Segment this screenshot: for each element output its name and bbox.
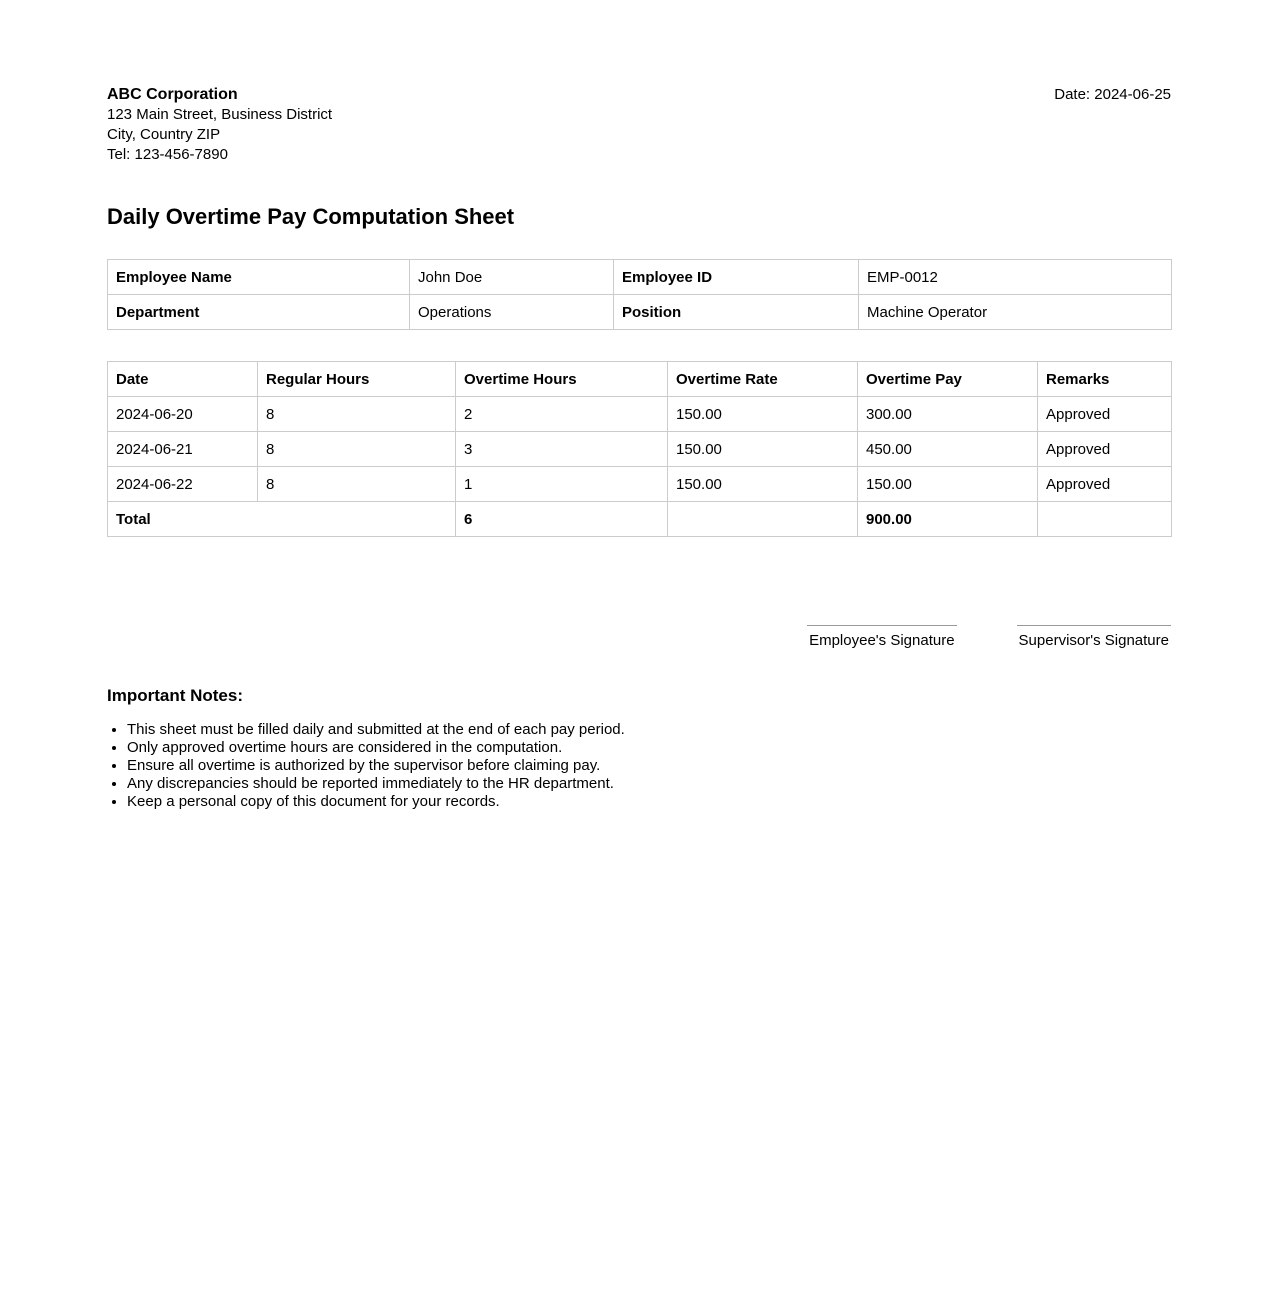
employee-info-row xyxy=(108,260,1172,295)
cell-remarks: Approved xyxy=(1038,432,1172,467)
cell-regular-hours: 8 xyxy=(258,397,456,432)
list-item: • This sheet must be filled daily and submitted at the end of each pay period. xyxy=(127,721,1171,739)
cell-remarks: Approved xyxy=(1038,467,1172,502)
employee-name-label: Employee Name xyxy=(108,260,410,295)
total-overtime-pay: 900.00 xyxy=(858,502,1038,537)
page-title: Daily Overtime Pay Computation Sheet xyxy=(107,204,515,229)
notes-heading: Important Notes: xyxy=(107,686,243,705)
table-row xyxy=(108,432,1172,467)
cell-overtime-pay: 150.00 xyxy=(858,467,1038,502)
list-item: • Ensure all overtime is authorized by the supervisor before claiming pay. xyxy=(127,757,1171,775)
signature-section xyxy=(107,625,1171,651)
employee-id-label: Employee ID xyxy=(614,260,859,295)
cell-regular-hours: 8 xyxy=(258,432,456,467)
employee-info-table xyxy=(107,259,1172,330)
overtime-table xyxy=(107,361,1172,537)
document-date: Date: 2024-06-25 xyxy=(1054,86,1171,103)
employee-id-value: EMP-0012 xyxy=(859,260,1172,295)
supervisor-signature-line: Supervisor's Signature xyxy=(1017,625,1171,651)
list-item: • Any discrepancies should be reported immediately to the HR department. xyxy=(127,775,1171,793)
column-header-overtime-pay: Overtime Pay xyxy=(858,362,1038,397)
cell-overtime-rate: 150.00 xyxy=(668,467,858,502)
cell-remarks: Approved xyxy=(1038,397,1172,432)
document-header xyxy=(107,84,1171,165)
employee-name-value: John Doe xyxy=(410,260,614,295)
employee-signature-line: Employee's Signature xyxy=(807,625,956,651)
cell-date: 2024-06-22 xyxy=(108,467,258,502)
cell-overtime-hours: 1 xyxy=(456,467,668,502)
company-address-line2: City, Country ZIP xyxy=(107,126,221,143)
total-label: Total xyxy=(108,502,456,537)
list-item: • Only approved overtime hours are considered in the computation. xyxy=(127,739,1171,757)
column-header-overtime-rate: Overtime Rate xyxy=(668,362,858,397)
cell-regular-hours: 8 xyxy=(258,467,456,502)
company-block xyxy=(107,84,332,165)
department-label: Department xyxy=(108,295,410,330)
total-row xyxy=(108,502,1172,537)
overtime-table-header-row xyxy=(108,362,1172,397)
table-row xyxy=(108,467,1172,502)
employee-info-row xyxy=(108,295,1172,330)
notes-list xyxy=(107,721,1171,811)
cell-overtime-pay: 450.00 xyxy=(858,432,1038,467)
table-row xyxy=(108,397,1172,432)
company-name: ABC Corporation xyxy=(107,86,238,103)
position-label: Position xyxy=(614,295,859,330)
cell-overtime-rate: 150.00 xyxy=(668,432,858,467)
cell-overtime-pay: 300.00 xyxy=(858,397,1038,432)
cell-date: 2024-06-21 xyxy=(108,432,258,467)
cell-overtime-rate: 150.00 xyxy=(668,397,858,432)
column-header-regular-hours: Regular Hours xyxy=(258,362,456,397)
column-header-date: Date xyxy=(108,362,258,397)
total-overtime-rate xyxy=(668,502,858,537)
department-value: Operations xyxy=(410,295,614,330)
company-address-line1: 123 Main Street, Business District xyxy=(107,106,333,123)
total-remarks xyxy=(1038,502,1172,537)
cell-date: 2024-06-20 xyxy=(108,397,258,432)
total-overtime-hours: 6 xyxy=(456,502,668,537)
cell-overtime-hours: 3 xyxy=(456,432,668,467)
cell-overtime-hours: 2 xyxy=(456,397,668,432)
column-header-overtime-hours: Overtime Hours xyxy=(456,362,668,397)
company-phone: Tel: 123-456-7890 xyxy=(107,146,228,163)
column-header-remarks: Remarks xyxy=(1038,362,1172,397)
position-value: Machine Operator xyxy=(859,295,1172,330)
list-item: • Keep a personal copy of this document for your records. xyxy=(127,793,1171,811)
